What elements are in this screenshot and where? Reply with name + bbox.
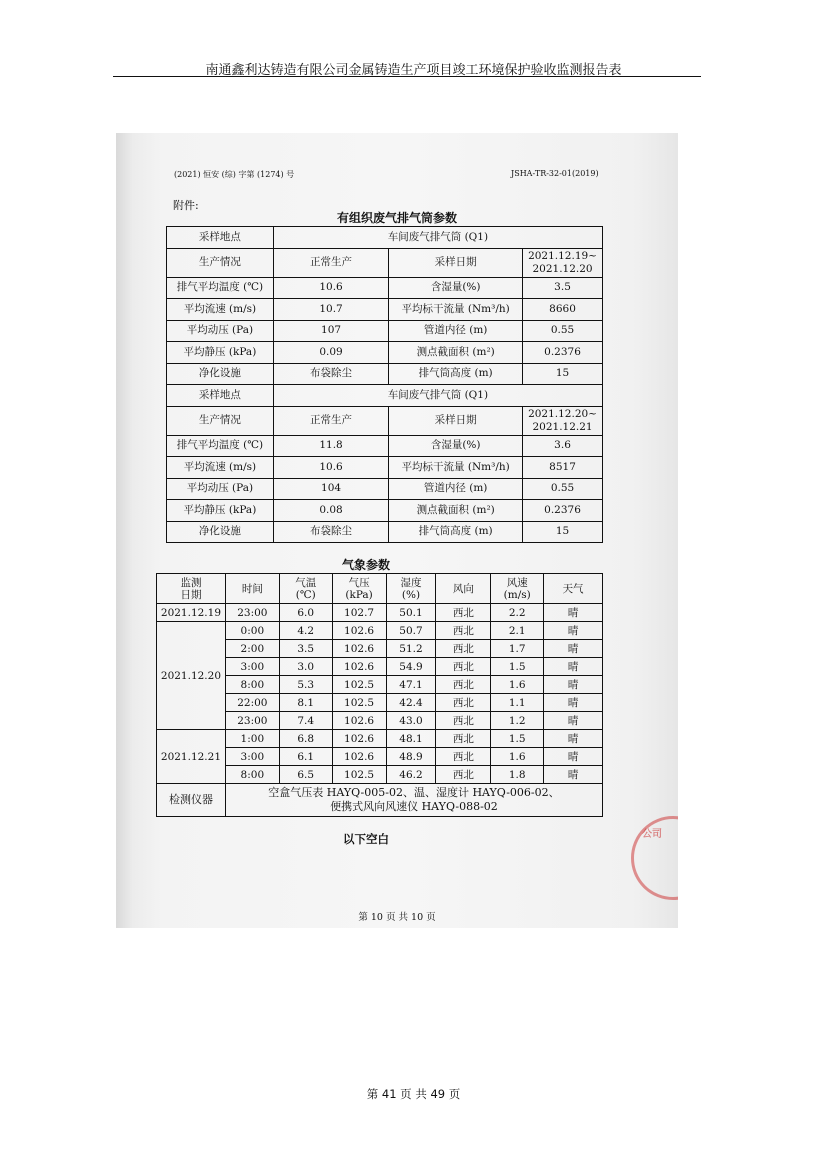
attachment-label: 附件: xyxy=(173,199,199,212)
weather-temp: 3.0 xyxy=(279,658,332,676)
weather-hum: 42.4 xyxy=(386,694,436,712)
parameter-label: 含湿量(%) xyxy=(389,435,523,457)
weather-weather: 晴 xyxy=(544,766,603,784)
production-value: 正常生产 xyxy=(273,406,388,435)
weather-hum: 43.0 xyxy=(386,712,436,730)
instrument-label: 检测仪器 xyxy=(157,784,226,817)
weather-wdir: 西北 xyxy=(436,730,491,748)
parameter-value: 10.7 xyxy=(273,299,388,321)
weather-press: 102.6 xyxy=(332,712,386,730)
production-value: 正常生产 xyxy=(273,248,388,277)
weather-weather: 晴 xyxy=(544,748,603,766)
weather-temp: 7.4 xyxy=(279,712,332,730)
weather-press: 102.6 xyxy=(332,730,386,748)
parameter-label: 排气平均温度 (℃) xyxy=(167,435,274,457)
header-pressure: 气压 (kPa) xyxy=(332,574,386,604)
parameter-label: 平均标干流量 (Nm³/h) xyxy=(389,299,523,321)
production-label: 生产情况 xyxy=(167,248,274,277)
weather-row xyxy=(157,604,603,622)
weather-wdir: 西北 xyxy=(436,604,491,622)
parameter-row xyxy=(167,342,603,364)
parameter-value: 0.09 xyxy=(273,342,388,364)
sampling-date-label: 采样日期 xyxy=(389,406,523,435)
sampling-date-label: 采样日期 xyxy=(389,248,523,277)
weather-weather: 晴 xyxy=(544,676,603,694)
weather-press: 102.6 xyxy=(332,640,386,658)
weather-press: 102.5 xyxy=(332,766,386,784)
weather-press: 102.6 xyxy=(332,658,386,676)
production-row xyxy=(167,248,603,277)
parameter-row xyxy=(167,299,603,321)
form-code: JSHA-TR-32-01(2019) xyxy=(511,169,599,178)
page-number: 第 41 页 共 49 页 xyxy=(366,1087,461,1101)
weather-header-row xyxy=(157,574,603,604)
weather-hum: 54.9 xyxy=(386,658,436,676)
production-row xyxy=(167,406,603,435)
sampling-date-value: 2021.12.19~ 2021.12.20 xyxy=(523,248,603,277)
weather-hum: 46.2 xyxy=(386,766,436,784)
weather-hum: 48.9 xyxy=(386,748,436,766)
parameter-row xyxy=(167,457,603,479)
weather-temp: 5.3 xyxy=(279,676,332,694)
weather-wspd: 1.1 xyxy=(491,694,544,712)
monitoring-date: 2021.12.20 xyxy=(157,622,226,730)
header-date: 监测 日期 xyxy=(157,574,226,604)
parameter-row xyxy=(167,363,603,385)
weather-temp: 6.5 xyxy=(279,766,332,784)
parameter-value: 0.08 xyxy=(273,500,388,522)
parameter-value: 3.6 xyxy=(523,435,603,457)
weather-press: 102.6 xyxy=(332,622,386,640)
parameter-value: 104 xyxy=(273,478,388,500)
weather-wspd: 2.1 xyxy=(491,622,544,640)
seal-text: 公司 xyxy=(642,829,662,840)
weather-hum: 50.1 xyxy=(386,604,436,622)
inner-page-number: 第 10 页 共 10 页 xyxy=(358,912,436,923)
header-wind-speed: 风速 (m/s) xyxy=(491,574,544,604)
weather-temp: 8.1 xyxy=(279,694,332,712)
parameter-label: 排气筒高度 (m) xyxy=(389,363,523,385)
weather-time: 3:00 xyxy=(225,748,279,766)
monitoring-date: 2021.12.21 xyxy=(157,730,226,784)
weather-hum: 51.2 xyxy=(386,640,436,658)
weather-press: 102.6 xyxy=(332,748,386,766)
parameter-label: 测点截面积 (m²) xyxy=(389,500,523,522)
weather-wspd: 1.2 xyxy=(491,712,544,730)
location-row xyxy=(167,227,603,249)
report-reference-number: (2021) 恒安 (综) 字第 (1274) 号 xyxy=(174,170,295,179)
parameter-value: 11.8 xyxy=(273,435,388,457)
weather-weather: 晴 xyxy=(544,730,603,748)
weather-press: 102.5 xyxy=(332,676,386,694)
weather-wdir: 西北 xyxy=(436,640,491,658)
parameter-value: 107 xyxy=(273,320,388,342)
location-value: 车间废气排气筒 (Q1) xyxy=(273,385,602,407)
header-rule xyxy=(113,76,701,77)
parameter-value: 8517 xyxy=(523,457,603,479)
weather-time: 23:00 xyxy=(225,604,279,622)
parameter-label: 平均标干流量 (Nm³/h) xyxy=(389,457,523,479)
parameter-value: 0.55 xyxy=(523,478,603,500)
weather-row xyxy=(157,730,603,748)
parameter-label: 平均动压 (Pa) xyxy=(167,478,274,500)
weather-time: 0:00 xyxy=(225,622,279,640)
weather-wspd: 1.6 xyxy=(491,676,544,694)
weather-table-title: 气象参数 xyxy=(341,558,390,572)
parameter-row xyxy=(167,500,603,522)
parameter-value: 布袋除尘 xyxy=(273,521,388,543)
weather-wdir: 西北 xyxy=(436,658,491,676)
header-time: 时间 xyxy=(225,574,279,604)
weather-wspd: 1.6 xyxy=(491,748,544,766)
exhaust-parameters-table xyxy=(166,226,603,543)
weather-time: 2:00 xyxy=(225,640,279,658)
parameter-value: 0.2376 xyxy=(523,342,603,364)
weather-time: 8:00 xyxy=(225,766,279,784)
parameter-label: 管道内径 (m) xyxy=(389,320,523,342)
parameter-label: 净化设施 xyxy=(167,521,274,543)
weather-press: 102.7 xyxy=(332,604,386,622)
weather-time: 8:00 xyxy=(225,676,279,694)
parameter-value: 0.55 xyxy=(523,320,603,342)
parameter-label: 测点截面积 (m²) xyxy=(389,342,523,364)
weather-wspd: 1.5 xyxy=(491,730,544,748)
sampling-date-value: 2021.12.20~ 2021.12.21 xyxy=(523,406,603,435)
weather-press: 102.5 xyxy=(332,694,386,712)
weather-time: 22:00 xyxy=(225,694,279,712)
parameter-label: 平均静压 (kPa) xyxy=(167,342,274,364)
parameter-value: 10.6 xyxy=(273,457,388,479)
parameter-value: 8660 xyxy=(523,299,603,321)
weather-wspd: 1.7 xyxy=(491,640,544,658)
monitoring-date: 2021.12.19 xyxy=(157,604,226,622)
parameter-value: 15 xyxy=(523,363,603,385)
report-header-title: 南通鑫利达铸造有限公司金属铸造生产项目竣工环境保护验收监测报告表 xyxy=(205,63,622,78)
parameter-label: 平均流速 (m/s) xyxy=(167,299,274,321)
parameter-value: 3.5 xyxy=(523,277,603,299)
parameter-label: 净化设施 xyxy=(167,363,274,385)
weather-time: 1:00 xyxy=(225,730,279,748)
parameter-label: 平均静压 (kPa) xyxy=(167,500,274,522)
parameter-label: 平均流速 (m/s) xyxy=(167,457,274,479)
weather-temp: 6.1 xyxy=(279,748,332,766)
location-row xyxy=(167,385,603,407)
instrument-list: 空盒气压表 HAYQ-005-02、温、湿度计 HAYQ-006-02、 便携式风向风速仪 HAYQ-088-02 xyxy=(225,784,602,817)
weather-weather: 晴 xyxy=(544,604,603,622)
red-seal-stamp xyxy=(631,816,678,900)
header-humidity: 湿度 (%) xyxy=(386,574,436,604)
parameter-label: 管道内径 (m) xyxy=(389,478,523,500)
weather-weather: 晴 xyxy=(544,640,603,658)
parameter-row xyxy=(167,478,603,500)
weather-temp: 6.8 xyxy=(279,730,332,748)
weather-temp: 3.5 xyxy=(279,640,332,658)
parameter-value: 15 xyxy=(523,521,603,543)
weather-temp: 4.2 xyxy=(279,622,332,640)
weather-hum: 47.1 xyxy=(386,676,436,694)
exhaust-table-title: 有组织废气排气筒参数 xyxy=(336,211,457,225)
weather-wdir: 西北 xyxy=(436,694,491,712)
weather-hum: 50.7 xyxy=(386,622,436,640)
parameter-label: 含湿量(%) xyxy=(389,277,523,299)
parameter-value: 10.6 xyxy=(273,277,388,299)
weather-wdir: 西北 xyxy=(436,676,491,694)
weather-time: 23:00 xyxy=(225,712,279,730)
weather-wspd: 1.8 xyxy=(491,766,544,784)
weather-weather: 晴 xyxy=(544,658,603,676)
weather-wdir: 西北 xyxy=(436,766,491,784)
weather-row xyxy=(157,622,603,640)
weather-wspd: 1.5 xyxy=(491,658,544,676)
header-temperature: 气温 (℃) xyxy=(279,574,332,604)
weather-weather: 晴 xyxy=(544,712,603,730)
instrument-row xyxy=(157,784,603,817)
parameter-row xyxy=(167,435,603,457)
weather-wspd: 2.2 xyxy=(491,604,544,622)
weather-temp: 6.0 xyxy=(279,604,332,622)
weather-parameters-table xyxy=(156,573,603,817)
parameter-row xyxy=(167,277,603,299)
parameter-label: 排气平均温度 (℃) xyxy=(167,277,274,299)
location-label: 采样地点 xyxy=(167,385,274,407)
weather-weather: 晴 xyxy=(544,694,603,712)
production-label: 生产情况 xyxy=(167,406,274,435)
weather-weather: 晴 xyxy=(544,622,603,640)
weather-wdir: 西北 xyxy=(436,748,491,766)
weather-hum: 48.1 xyxy=(386,730,436,748)
parameter-row xyxy=(167,521,603,543)
weather-time: 3:00 xyxy=(225,658,279,676)
weather-wdir: 西北 xyxy=(436,622,491,640)
location-value: 车间废气排气筒 (Q1) xyxy=(273,227,602,249)
weather-wdir: 西北 xyxy=(436,712,491,730)
parameter-value: 0.2376 xyxy=(523,500,603,522)
scanned-page xyxy=(116,133,678,928)
end-of-content-note: 以下空白 xyxy=(343,832,389,846)
parameter-label: 平均动压 (Pa) xyxy=(167,320,274,342)
parameter-row xyxy=(167,320,603,342)
parameter-value: 布袋除尘 xyxy=(273,363,388,385)
location-label: 采样地点 xyxy=(167,227,274,249)
header-weather: 天气 xyxy=(544,574,603,604)
header-wind-direction: 风向 xyxy=(436,574,491,604)
parameter-label: 排气筒高度 (m) xyxy=(389,521,523,543)
